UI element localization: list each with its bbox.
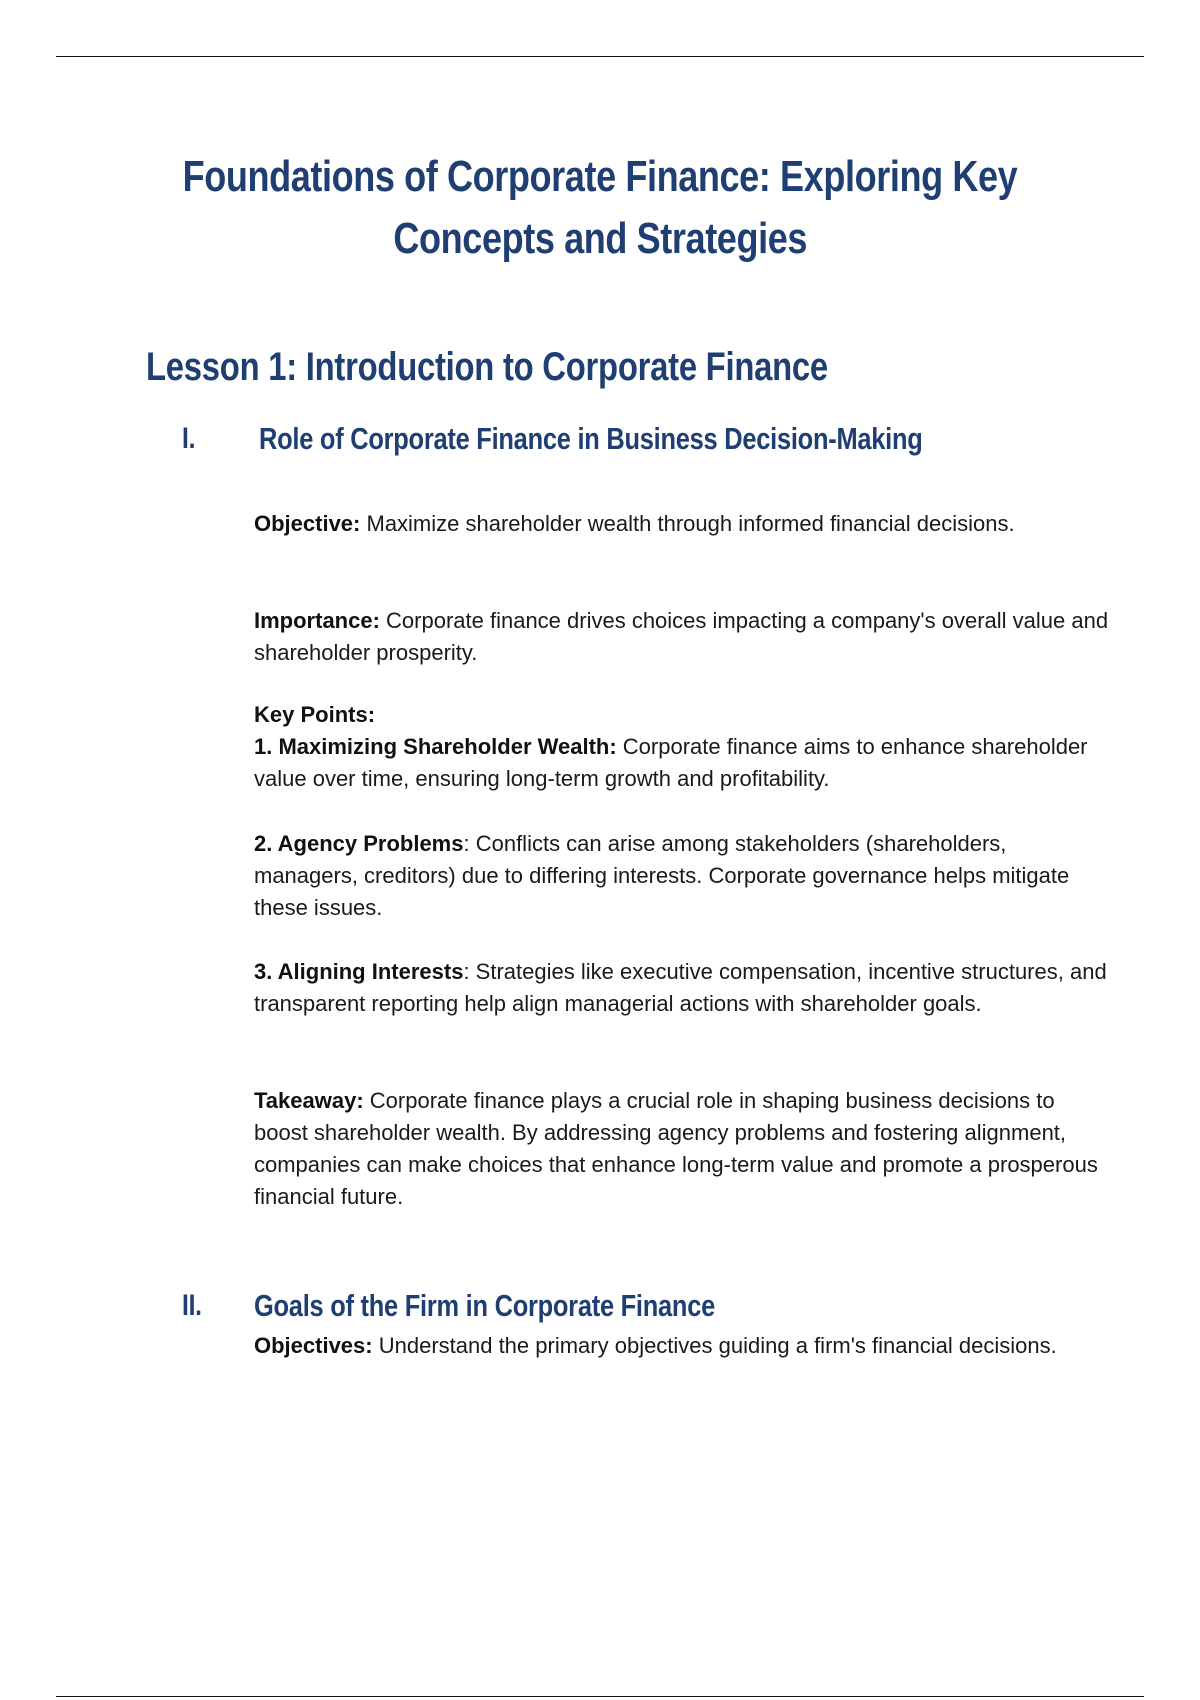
objectives-paragraph <box>254 1330 1114 1362</box>
key-point-1-text: Corporate finance aims to enhance shareholder value over time, ensuring long-term growth and profitability. <box>254 734 1088 791</box>
document-title-line-2: Concepts and Strategies <box>393 214 807 263</box>
key-point-3 <box>254 956 1114 1020</box>
key-point-1-label: 1. Maximizing Shareholder Wealth: <box>254 734 617 759</box>
key-point-2-text: : Conflicts can arise among stakeholders (shareholders, managers, creditors) due to differing interests. Corporate governance helps mitigate these issues. <box>254 831 1070 920</box>
section-2-title: Goals of the Firm in Corporate Finance <box>254 1288 715 1323</box>
takeaway-label: Takeaway: <box>254 1088 364 1113</box>
objectives-label: Objectives: <box>254 1333 373 1358</box>
key-point-2 <box>254 828 1114 924</box>
key-point-1 <box>254 731 1114 795</box>
lesson-title: Lesson 1: Introduction to Corporate Finance <box>146 345 828 389</box>
section-2-number: II. <box>182 1289 202 1322</box>
document-title-line-1: Foundations of Corporate Finance: Exploring Key <box>182 152 1018 201</box>
objective-paragraph <box>254 508 1114 540</box>
section-1-title: Role of Corporate Finance in Business Decision-Making <box>259 421 923 456</box>
key-points-label: Key Points: <box>254 702 376 727</box>
importance-paragraph <box>254 605 1114 669</box>
takeaway-text: Corporate finance plays a crucial role in shaping business decisions to boost shareholder wealth. By addressing agency problems and fostering alignment, companies can make choices that enhance long-term value and promote a prosperous financial future. <box>254 1088 1098 1209</box>
importance-text: Corporate finance drives choices impacting a company's overall value and shareholder prosperity. <box>254 608 1109 665</box>
top-rule <box>56 56 1144 57</box>
bottom-rule <box>56 1696 1144 1697</box>
section-1-number: I. <box>182 422 196 455</box>
key-point-3-label: 3. Aligning Interests <box>254 959 464 984</box>
key-point-2-label: 2. Agency Problems <box>254 831 464 856</box>
key-point-3-text: : Strategies like executive compensation, incentive structures, and transparent reporting help align managerial actions with shareholder goals. <box>254 959 1107 1016</box>
objectives-text: Understand the primary objectives guiding a firm's financial decisions. <box>372 1333 1057 1358</box>
importance-label: Importance: <box>254 608 380 633</box>
key-points-heading <box>254 699 1114 731</box>
objective-label: Objective: <box>254 511 361 536</box>
takeaway-paragraph <box>254 1085 1114 1213</box>
document-title <box>0 146 1200 270</box>
objective-text: Maximize shareholder wealth through informed financial decisions. <box>360 511 1015 536</box>
